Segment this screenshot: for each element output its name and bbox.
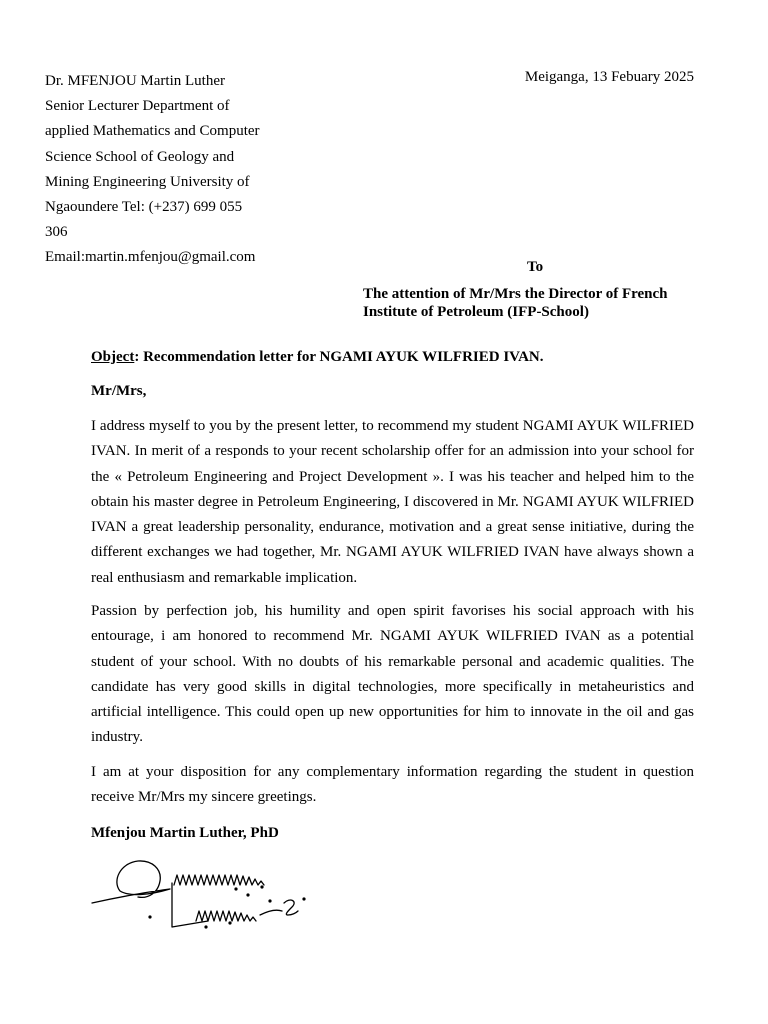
sender-address-block <box>45 69 270 271</box>
object-label: Object <box>91 349 135 365</box>
recipient-line-1: The attention of Mr/Mrs the Director of French <box>363 286 668 302</box>
paragraph-2: Passion by perfection job, his humility and open spirit favorises his social approach with his entourage, i am honored to recommend Mr. NGAMI AYUK WILFRIED IVAN as a potential student of your school. With no doubts of his remarkable personal and academic qualities. The candidate has very good skills in digital technologies, more specifically in metaheuristics and artificial intelligence. This could open up new opportunities for him to innovate in the oil and gas industry. <box>91 603 694 746</box>
sender-phone: Ngaoundere Tel: (+237) 699 055 <box>45 199 243 216</box>
sender-line: applied Mathematics and Computer <box>45 123 260 140</box>
handwritten-signature <box>90 855 315 933</box>
letter-date: Meiganga, 13 Febuary 2025 <box>524 69 694 85</box>
recipient-line-2: Institute of Petroleum (IFP-School) <box>363 304 589 320</box>
sender-line: Mining Engineering University of <box>45 173 250 190</box>
letter-object <box>91 347 543 367</box>
paragraph-1: I address myself to you by the present letter, to recommend my student NGAMI AYUK WILFRIED IVAN. In merit of a responds to your recent scholarship offer for an admission into your school for the « Petroleum Engineering and Project Development ». I was his teacher and helped him to the obtain his master degree in Petroleum Engineering, I discovered in Mr. NGAMI AYUK WILFRIED IVAN a great leadership personality, endurance, motivation and a great sense initiative, during the different exchanges we had together, Mr. NGAMI AYUK WILFRIED IVAN have always shown a real enthusiasm and remarkable implication. <box>91 418 694 586</box>
sender-name: Dr. MFENJOU Martin Luther <box>45 73 225 89</box>
to-label: To <box>527 259 544 275</box>
object-text: : Recommendation letter for NGAMI AYUK WILFRIED IVAN. <box>134 349 544 365</box>
sender-phone-cont: 306 <box>45 224 68 241</box>
recipient-block <box>363 285 703 321</box>
sender-line: Senior Lecturer Department of <box>45 98 230 115</box>
salutation: Mr/Mrs, <box>91 383 147 399</box>
sender-email: Email:martin.mfenjou@gmail.com <box>45 249 256 266</box>
paragraph-3: I am at your disposition for any complementary information regarding the student in question receive Mr/Mrs my sincere greetings. <box>91 764 694 806</box>
sender-line: Science School of Geology and <box>45 148 235 165</box>
signer-name: Mfenjou Martin Luther, PhD <box>91 825 279 841</box>
